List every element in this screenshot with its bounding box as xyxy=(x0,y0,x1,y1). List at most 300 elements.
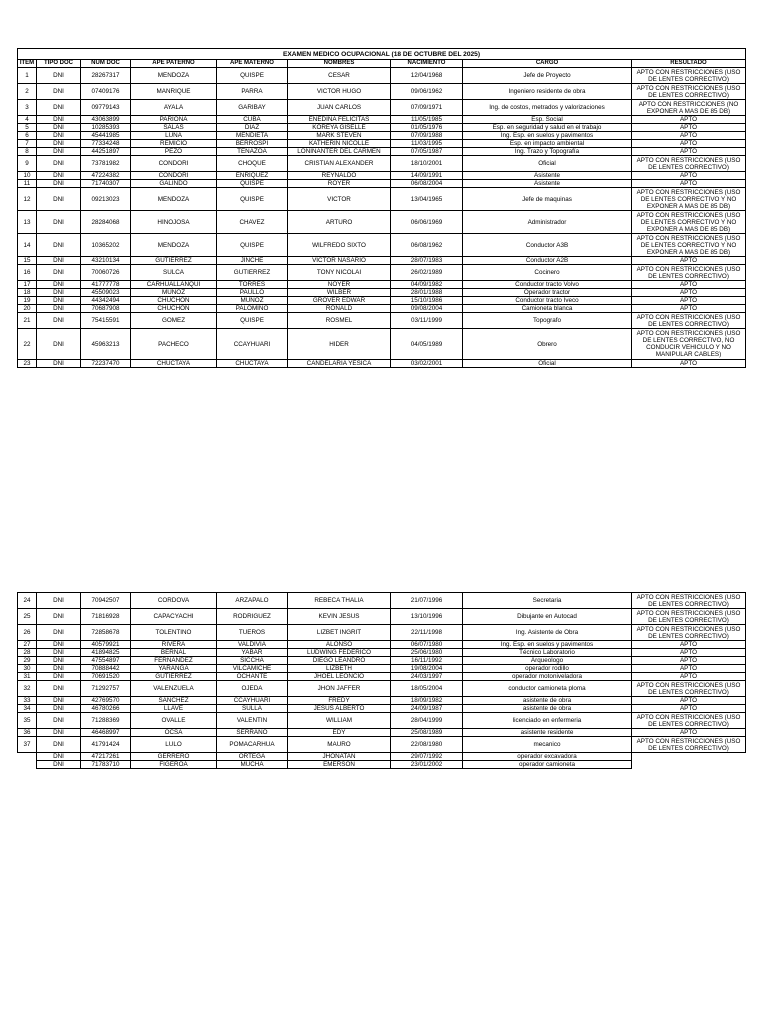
cell-ape-materno: GUTIERREZ xyxy=(217,265,288,281)
cell-cargo: Cocinero xyxy=(463,265,632,281)
cell-cargo: Ingeniero residente de obra xyxy=(463,84,632,100)
cell-nombres: JUAN CARLOS xyxy=(288,100,391,116)
cell-tipo-doc: DNI xyxy=(37,305,81,313)
cell-ape-paterno: CONDORI xyxy=(131,156,217,172)
header-ape-materno: APE MATERNO xyxy=(217,60,288,68)
cell-nacimiento: 25/06/1980 xyxy=(391,649,463,657)
cell-ape-paterno: PEZO xyxy=(131,148,217,156)
table-row xyxy=(18,116,746,124)
cell-cargo: Jefe de maquinas xyxy=(463,188,632,211)
cell-tipo-doc: DNI xyxy=(37,593,81,609)
cell-resultado: APTO xyxy=(632,697,746,705)
table-row xyxy=(18,297,746,305)
table-row xyxy=(18,649,746,657)
cell-cargo: Topografo xyxy=(463,313,632,329)
cell-nacimiento: 24/03/1997 xyxy=(391,673,463,681)
cell-ape-materno: PALOMINO xyxy=(217,305,288,313)
cell-num-doc: 43210134 xyxy=(81,257,131,265)
header-nacimiento: NACIMIENTO xyxy=(391,60,463,68)
cell-item: 33 xyxy=(18,697,37,705)
cell-item: 2 xyxy=(18,84,37,100)
cell-nacimiento: 07/09/1971 xyxy=(391,100,463,116)
cell-item: 28 xyxy=(18,649,37,657)
exam-table-page-1 xyxy=(17,48,746,368)
cell-num-doc: 10365202 xyxy=(81,234,131,257)
cell-ape-materno: QUISPE xyxy=(217,313,288,329)
table-row xyxy=(18,641,746,649)
cell-resultado xyxy=(632,753,746,761)
cell-nombres: KOREYA GISELLE xyxy=(288,124,391,132)
cell-item: 37 xyxy=(18,737,37,753)
cell-nacimiento: 25/08/1989 xyxy=(391,729,463,737)
cell-nombres: LONINANTER DEL CARMEN xyxy=(288,148,391,156)
cell-tipo-doc: DNI xyxy=(37,180,81,188)
cell-cargo: Ing. de costos, metrados y valorizaciones xyxy=(463,100,632,116)
cell-ape-materno: MUCHA xyxy=(217,761,288,769)
table-row xyxy=(18,305,746,313)
cell-ape-paterno: CONDORI xyxy=(131,172,217,180)
cell-cargo: operador rodillo xyxy=(463,665,632,673)
cell-ape-paterno: CHUCHON xyxy=(131,297,217,305)
cell-ape-materno: TUEROS xyxy=(217,625,288,641)
cell-num-doc: 45441985 xyxy=(81,132,131,140)
cell-nacimiento: 01/05/1976 xyxy=(391,124,463,132)
cell-resultado: APTO xyxy=(632,140,746,148)
cell-resultado: APTO CON RESTRICCIONES (USO DE LENTES CORRECTIVO) xyxy=(632,313,746,329)
cell-ape-paterno: SALAS xyxy=(131,124,217,132)
cell-ape-paterno: OVALLE xyxy=(131,713,217,729)
cell-cargo: Obrero xyxy=(463,329,632,360)
cell-nacimiento: 14/09/1991 xyxy=(391,172,463,180)
cell-cargo: Ing. Trazo y Topografía xyxy=(463,148,632,156)
cell-ape-paterno: VALENZUELA xyxy=(131,681,217,697)
cell-ape-paterno: RIVERA xyxy=(131,641,217,649)
cell-num-doc: 09213023 xyxy=(81,188,131,211)
cell-cargo: Dibujante en Autocad xyxy=(463,609,632,625)
cell-tipo-doc: DNI xyxy=(37,360,81,368)
table-row xyxy=(18,737,746,753)
exam-table-page-2 xyxy=(17,592,746,769)
cell-ape-materno: BERROSPI xyxy=(217,140,288,148)
cell-num-doc: 47554897 xyxy=(81,657,131,665)
cell-num-doc: 45963213 xyxy=(81,329,131,360)
cell-tipo-doc: DNI xyxy=(37,265,81,281)
cell-num-doc: 28284068 xyxy=(81,211,131,234)
cell-nombres: ROYER xyxy=(288,180,391,188)
cell-nombres: KATHERIN NICOLLE xyxy=(288,140,391,148)
cell-cargo: Esp. en impacto ambiental xyxy=(463,140,632,148)
header-cargo: CARGO xyxy=(463,60,632,68)
cell-ape-materno: CHAVEZ xyxy=(217,211,288,234)
cell-nombres: TONY NICOLAI xyxy=(288,265,391,281)
cell-num-doc: 71783710 xyxy=(81,761,131,769)
cell-nacimiento: 09/08/2004 xyxy=(391,305,463,313)
cell-num-doc: 72237470 xyxy=(81,360,131,368)
cell-nombres: MAURO xyxy=(288,737,391,753)
cell-item: 31 xyxy=(18,673,37,681)
cell-nombres: EDY xyxy=(288,729,391,737)
cell-ape-paterno: YARANGA xyxy=(131,665,217,673)
cell-num-doc: 77334248 xyxy=(81,140,131,148)
cell-ape-paterno: PARIONA xyxy=(131,116,217,124)
cell-tipo-doc: DNI xyxy=(37,172,81,180)
cell-cargo: Arqueologo xyxy=(463,657,632,665)
cell-nacimiento: 28/04/1999 xyxy=(391,713,463,729)
table-row xyxy=(18,100,746,116)
cell-nombres: EMERSON xyxy=(288,761,391,769)
cell-item xyxy=(18,761,37,769)
cell-resultado: APTO CON RESTRICCIONES (USO DE LENTES CORRECTIVO Y NO EXPONER A MAS DE 85 DB) xyxy=(632,234,746,257)
cell-cargo: operador excavadora xyxy=(463,753,632,761)
table-row xyxy=(18,729,746,737)
cell-nacimiento: 19/08/2004 xyxy=(391,665,463,673)
cell-ape-materno: TORRES xyxy=(217,281,288,289)
table-row xyxy=(18,665,746,673)
cell-num-doc: 44342494 xyxy=(81,297,131,305)
cell-resultado: APTO xyxy=(632,673,746,681)
cell-ape-materno: CUBA xyxy=(217,116,288,124)
cell-nombres: JHONATAN xyxy=(288,753,391,761)
cell-ape-materno: POMACARHUA xyxy=(217,737,288,753)
cell-nombres: ENEDINA FELICITAS xyxy=(288,116,391,124)
table-row xyxy=(18,148,746,156)
cell-resultado: APTO xyxy=(632,148,746,156)
cell-tipo-doc: DNI xyxy=(37,68,81,84)
table-title: EXAMEN MEDICO OCUPACIONAL (18 DE OCTUBRE DEL 2025) xyxy=(18,49,746,60)
table-title-row xyxy=(18,49,746,60)
cell-cargo: Conductor A2B xyxy=(463,257,632,265)
cell-ape-paterno: LLAVE xyxy=(131,705,217,713)
cell-resultado: APTO CON RESTRICCIONES (USO DE LENTES CORRECTIVO Y NO EXPONER A MAS DE 85 DB) xyxy=(632,188,746,211)
cell-cargo: licenciado en enfermeria xyxy=(463,713,632,729)
cell-tipo-doc: DNI xyxy=(37,148,81,156)
cell-nombres: WILLIAM xyxy=(288,713,391,729)
cell-resultado: APTO xyxy=(632,172,746,180)
table-row xyxy=(18,593,746,609)
cell-nombres: WILFREDO SIXTO xyxy=(288,234,391,257)
cell-nacimiento: 23/01/2002 xyxy=(391,761,463,769)
cell-num-doc: 75415591 xyxy=(81,313,131,329)
cell-nombres: VICTOR HUGO xyxy=(288,84,391,100)
cell-item: 13 xyxy=(18,211,37,234)
cell-tipo-doc: DNI xyxy=(37,140,81,148)
cell-ape-paterno: MANRIQUE xyxy=(131,84,217,100)
cell-ape-materno: TENAZOA xyxy=(217,148,288,156)
cell-num-doc: 70687908 xyxy=(81,305,131,313)
table-row xyxy=(18,156,746,172)
table-row xyxy=(18,124,746,132)
cell-cargo: asistente de obra xyxy=(463,697,632,705)
table-row xyxy=(18,211,746,234)
table-row xyxy=(18,673,746,681)
cell-ape-paterno: CORDOVA xyxy=(131,593,217,609)
cell-tipo-doc: DNI xyxy=(37,281,81,289)
cell-num-doc: 73781982 xyxy=(81,156,131,172)
cell-num-doc: 72858678 xyxy=(81,625,131,641)
cell-num-doc: 41894825 xyxy=(81,649,131,657)
cell-resultado: APTO xyxy=(632,305,746,313)
cell-item: 17 xyxy=(18,281,37,289)
cell-ape-materno: VILCAMICHE xyxy=(217,665,288,673)
cell-num-doc: 40579921 xyxy=(81,641,131,649)
cell-resultado: APTO xyxy=(632,124,746,132)
cell-nacimiento: 04/09/1982 xyxy=(391,281,463,289)
cell-resultado: APTO CON RESTRICCIONES (USO DE LENTES CORRECTIVO) xyxy=(632,68,746,84)
cell-ape-materno: ENRIQUEZ xyxy=(217,172,288,180)
cell-tipo-doc: DNI xyxy=(37,673,81,681)
cell-ape-materno: QUISPE xyxy=(217,68,288,84)
cell-cargo: Ing. Asistente de Obra xyxy=(463,625,632,641)
cell-ape-materno: OJEDA xyxy=(217,681,288,697)
cell-nombres: CESAR xyxy=(288,68,391,84)
cell-nacimiento: 03/02/2001 xyxy=(391,360,463,368)
cell-nacimiento: 04/05/1989 xyxy=(391,329,463,360)
cell-tipo-doc: DNI xyxy=(37,729,81,737)
cell-item: 3 xyxy=(18,100,37,116)
cell-num-doc: 70691520 xyxy=(81,673,131,681)
cell-cargo: Ing. Esp. en suelos y pavimentos xyxy=(463,641,632,649)
cell-resultado: APTO CON RESTRICCIONES (USO DE LENTES CORRECTIVO) xyxy=(632,713,746,729)
cell-ape-materno: CHUCTAYA xyxy=(217,360,288,368)
cell-ape-paterno: PACHECO xyxy=(131,329,217,360)
cell-ape-materno: CCAYHUARI xyxy=(217,697,288,705)
cell-nacimiento: 09/06/1962 xyxy=(391,84,463,100)
cell-ape-materno: MENDIETA xyxy=(217,132,288,140)
cell-cargo: Conductor A3B xyxy=(463,234,632,257)
table-row xyxy=(18,705,746,713)
cell-tipo-doc: DNI xyxy=(37,705,81,713)
cell-resultado: APTO xyxy=(632,360,746,368)
cell-ape-paterno: GOMEZ xyxy=(131,313,217,329)
cell-ape-paterno: GUTIERREZ xyxy=(131,257,217,265)
cell-nacimiento: 22/08/1980 xyxy=(391,737,463,753)
cell-resultado: APTO xyxy=(632,180,746,188)
cell-nacimiento: 28/07/1983 xyxy=(391,257,463,265)
cell-nombres: MARK STEVEN xyxy=(288,132,391,140)
cell-nacimiento: 07/05/1987 xyxy=(391,148,463,156)
cell-nombres: GROVER EDWAR xyxy=(288,297,391,305)
table-row xyxy=(18,761,746,769)
cell-tipo-doc: DNI xyxy=(37,737,81,753)
cell-cargo: Asistente xyxy=(463,172,632,180)
cell-tipo-doc: DNI xyxy=(37,188,81,211)
cell-resultado: APTO xyxy=(632,729,746,737)
cell-tipo-doc: DNI xyxy=(37,211,81,234)
cell-num-doc: 46780266 xyxy=(81,705,131,713)
cell-nombres: HIDER xyxy=(288,329,391,360)
cell-item: 32 xyxy=(18,681,37,697)
cell-tipo-doc: DNI xyxy=(37,100,81,116)
cell-ape-materno: SERRANO xyxy=(217,729,288,737)
cell-item: 36 xyxy=(18,729,37,737)
cell-resultado xyxy=(632,761,746,769)
cell-tipo-doc: DNI xyxy=(37,297,81,305)
cell-num-doc: 47224382 xyxy=(81,172,131,180)
cell-nombres: LUDWING FEDERICO xyxy=(288,649,391,657)
header-resultado: RESULTADO xyxy=(632,60,746,68)
cell-tipo-doc: DNI xyxy=(37,625,81,641)
table-row xyxy=(18,257,746,265)
cell-tipo-doc: DNI xyxy=(37,257,81,265)
cell-num-doc: 42769570 xyxy=(81,697,131,705)
cell-nombres: JHOEL LEONCIO xyxy=(288,673,391,681)
table-row xyxy=(18,753,746,761)
cell-nacimiento: 06/06/1969 xyxy=(391,211,463,234)
cell-cargo: Esp. en seguridad y salud en el trabajo xyxy=(463,124,632,132)
cell-nacimiento: 18/10/2001 xyxy=(391,156,463,172)
cell-ape-paterno: TOLENTINO xyxy=(131,625,217,641)
cell-ape-materno: CHOQUE xyxy=(217,156,288,172)
cell-tipo-doc: DNI xyxy=(37,313,81,329)
cell-nombres: RONALD xyxy=(288,305,391,313)
cell-resultado: APTO CON RESTRICCIONES (USO DE LENTES CORRECTIVO) xyxy=(632,737,746,753)
cell-ape-paterno: SANCHEZ xyxy=(131,697,217,705)
cell-resultado: APTO CON RESTRICCIONES (USO DE LENTES CORRECTIVO) xyxy=(632,265,746,281)
cell-ape-materno: DIAZ xyxy=(217,124,288,132)
table-row xyxy=(18,84,746,100)
table-row xyxy=(18,188,746,211)
cell-item: 30 xyxy=(18,665,37,673)
cell-nacimiento: 29/07/1992 xyxy=(391,753,463,761)
cell-ape-paterno: MUÑOZ xyxy=(131,289,217,297)
cell-ape-paterno: FERNANDEZ xyxy=(131,657,217,665)
cell-ape-paterno: FIGEROA xyxy=(131,761,217,769)
table-row xyxy=(18,360,746,368)
cell-ape-materno: VALDIVIA xyxy=(217,641,288,649)
cell-ape-paterno: CHUCHON xyxy=(131,305,217,313)
table-row xyxy=(18,180,746,188)
cell-nombres: ARTURO xyxy=(288,211,391,234)
cell-item: 6 xyxy=(18,132,37,140)
cell-resultado: APTO CON RESTRICCIONES (NO EXPONER A MAS DE 85 DB) xyxy=(632,100,746,116)
table-row xyxy=(18,68,746,84)
cell-item: 12 xyxy=(18,188,37,211)
cell-nombres: ALONSO xyxy=(288,641,391,649)
cell-item: 5 xyxy=(18,124,37,132)
cell-ape-paterno: MENDOZA xyxy=(131,188,217,211)
cell-num-doc: 47217261 xyxy=(81,753,131,761)
table-row xyxy=(18,609,746,625)
cell-nacimiento: 16/11/1992 xyxy=(391,657,463,665)
cell-tipo-doc: DNI xyxy=(37,713,81,729)
cell-nombres: CANDELARIA YESICA xyxy=(288,360,391,368)
cell-nacimiento: 11/03/1995 xyxy=(391,140,463,148)
cell-tipo-doc: DNI xyxy=(37,234,81,257)
cell-num-doc: 07409176 xyxy=(81,84,131,100)
cell-item: 34 xyxy=(18,705,37,713)
table-row xyxy=(18,313,746,329)
cell-item xyxy=(18,753,37,761)
cell-resultado: APTO xyxy=(632,657,746,665)
cell-ape-paterno: HINOJOSA xyxy=(131,211,217,234)
cell-tipo-doc: DNI xyxy=(37,681,81,697)
cell-item: 9 xyxy=(18,156,37,172)
cell-resultado: APTO xyxy=(632,289,746,297)
cell-nombres: JHON JAFFER xyxy=(288,681,391,697)
cell-item: 4 xyxy=(18,116,37,124)
cell-num-doc: 71288369 xyxy=(81,713,131,729)
cell-nombres: VICTOR xyxy=(288,188,391,211)
cell-tipo-doc: DNI xyxy=(37,124,81,132)
cell-cargo: Camioneta blanca xyxy=(463,305,632,313)
cell-resultado: APTO CON RESTRICCIONES (USO DE LENTES CORRECTIVO Y NO EXPONER A MAS DE 85 DB) xyxy=(632,211,746,234)
cell-cargo: Jefe de Proyecto xyxy=(463,68,632,84)
cell-nacimiento: 06/08/1962 xyxy=(391,234,463,257)
cell-item: 23 xyxy=(18,360,37,368)
header-tipo-doc: TIPO DOC xyxy=(37,60,81,68)
cell-item: 1 xyxy=(18,68,37,84)
header-num-doc: NUM DOC xyxy=(81,60,131,68)
cell-ape-materno: YABAR xyxy=(217,649,288,657)
cell-nombres: NOYER xyxy=(288,281,391,289)
cell-cargo: Operador tractor xyxy=(463,289,632,297)
cell-num-doc: 46468997 xyxy=(81,729,131,737)
table-row xyxy=(18,329,746,360)
cell-ape-materno: PAULLO xyxy=(217,289,288,297)
cell-item: 18 xyxy=(18,289,37,297)
cell-cargo: operador camioneta xyxy=(463,761,632,769)
cell-num-doc: 41791424 xyxy=(81,737,131,753)
cell-nombres: KEVIN JESUS xyxy=(288,609,391,625)
cell-nacimiento: 11/05/1985 xyxy=(391,116,463,124)
cell-ape-paterno: GALINDO xyxy=(131,180,217,188)
cell-num-doc: 70888442 xyxy=(81,665,131,673)
cell-item: 25 xyxy=(18,609,37,625)
cell-num-doc: 70060726 xyxy=(81,265,131,281)
cell-num-doc: 45509023 xyxy=(81,289,131,297)
cell-tipo-doc: DNI xyxy=(37,116,81,124)
cell-resultado: APTO CON RESTRICCIONES (USO DE LENTES CORRECTIVO) xyxy=(632,625,746,641)
cell-item: 35 xyxy=(18,713,37,729)
cell-ape-materno: MUÑOZ xyxy=(217,297,288,305)
cell-ape-materno: ORTEGA xyxy=(217,753,288,761)
cell-nombres: WILBER xyxy=(288,289,391,297)
table-row xyxy=(18,713,746,729)
cell-tipo-doc: DNI xyxy=(37,329,81,360)
cell-ape-materno: JINCHE xyxy=(217,257,288,265)
cell-item: 11 xyxy=(18,180,37,188)
cell-ape-paterno: LULO xyxy=(131,737,217,753)
cell-ape-materno: PARRA xyxy=(217,84,288,100)
cell-num-doc: 43063899 xyxy=(81,116,131,124)
cell-ape-materno: CCAYHUARI xyxy=(217,329,288,360)
cell-nacimiento: 06/07/1980 xyxy=(391,641,463,649)
cell-item: 22 xyxy=(18,329,37,360)
cell-num-doc: 41777778 xyxy=(81,281,131,289)
cell-tipo-doc: DNI xyxy=(37,657,81,665)
cell-tipo-doc: DNI xyxy=(37,665,81,673)
cell-resultado: APTO xyxy=(632,705,746,713)
cell-resultado: APTO CON RESTRICCIONES (USO DE LENTES CORRECTIVO) xyxy=(632,84,746,100)
cell-nacimiento: 13/10/1996 xyxy=(391,609,463,625)
cell-cargo: Esp. Social xyxy=(463,116,632,124)
table-row xyxy=(18,234,746,257)
cell-num-doc: 09779143 xyxy=(81,100,131,116)
cell-tipo-doc: DNI xyxy=(37,289,81,297)
cell-cargo: Conductor tracto Iveco xyxy=(463,297,632,305)
cell-ape-paterno: GERRERO xyxy=(131,753,217,761)
cell-ape-materno: QUISPE xyxy=(217,234,288,257)
cell-nacimiento: 13/04/1965 xyxy=(391,188,463,211)
cell-cargo: Técnico Laboratorio xyxy=(463,649,632,657)
cell-ape-paterno: CARHUALLANQUI xyxy=(131,281,217,289)
cell-cargo: Oficial xyxy=(463,156,632,172)
cell-resultado: APTO CON RESTRICCIONES (USO DE LENTES CORRECTIVO) xyxy=(632,609,746,625)
cell-num-doc: 10285393 xyxy=(81,124,131,132)
cell-nombres: LIZBETH xyxy=(288,665,391,673)
cell-nacimiento: 18/09/1982 xyxy=(391,697,463,705)
cell-ape-paterno: GUTIERREZ xyxy=(131,673,217,681)
